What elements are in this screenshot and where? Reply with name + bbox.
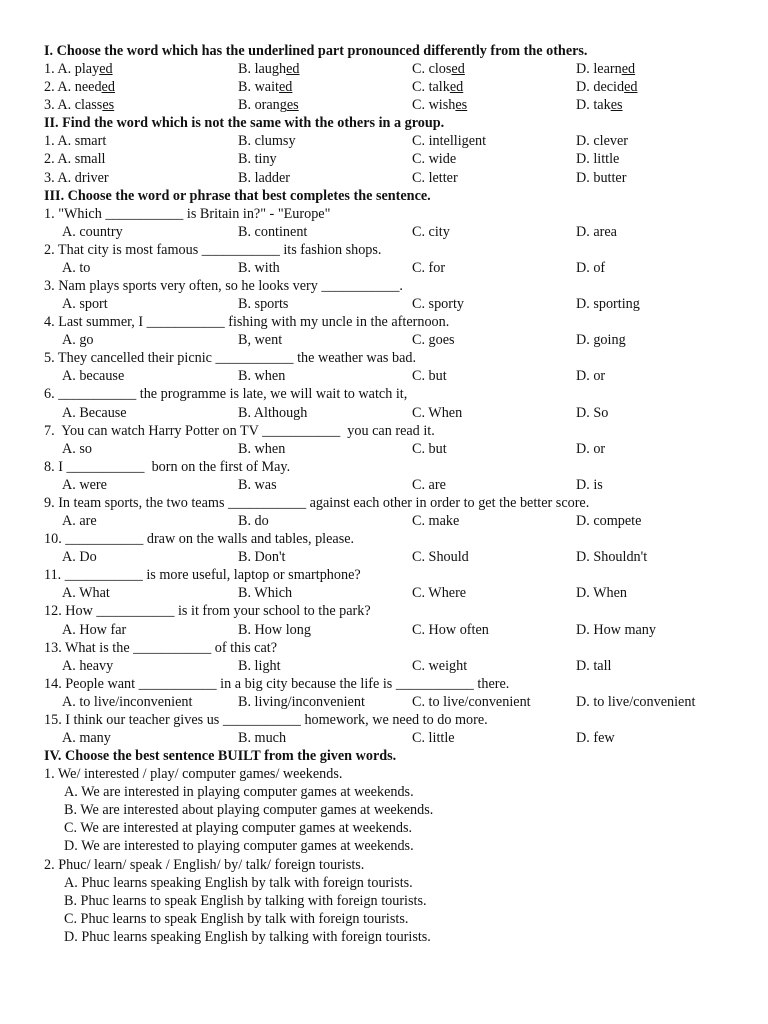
answer-option: C. little: [412, 729, 455, 746]
answer-option: [412, 150, 576, 168]
answer-row: [44, 367, 734, 385]
answer-option: A. Because: [62, 404, 127, 421]
answer-option: C. sporty: [412, 296, 465, 313]
section-4-heading: IV. Choose the best sentence BUILT from the given words.: [44, 748, 397, 765]
question-text: [44, 675, 734, 693]
answer-option: D. When: [576, 585, 627, 602]
answer-option: A. many: [62, 729, 111, 746]
answer-option: A. country: [62, 223, 123, 240]
option-letter: B.: [238, 169, 252, 186]
underlined-part: ed: [286, 61, 300, 78]
question-sentence: 14. People want ___________ in a big city because the life is ___________ there.: [44, 675, 510, 692]
option-letter: C.: [412, 97, 426, 114]
option-letter: D.: [576, 169, 590, 186]
answer-option: A. heavy: [62, 657, 114, 674]
question-text: [44, 602, 734, 620]
answer-option: A. to live/inconvenient: [62, 693, 193, 710]
question-text: [44, 711, 734, 729]
question-sentence: 3. Nam plays sports very often, so he looks very ___________.: [44, 278, 403, 295]
underlined-part: ed: [624, 79, 638, 96]
question-row: [44, 150, 734, 168]
option-word: intelligent: [428, 133, 487, 150]
underlined-part: ed: [101, 79, 115, 96]
question-sentence: 5. They cancelled their picnic ___________ the weather was bad.: [44, 350, 417, 367]
answer-option: [412, 60, 576, 78]
underlined-part: ed: [451, 61, 465, 78]
answer-option: [412, 78, 576, 96]
sentence-option: A. We are interested in playing computer games at weekends.: [64, 784, 414, 801]
option-letter: C.: [412, 79, 426, 96]
answer-option: A. How far: [62, 621, 127, 638]
answer-option: D. area: [576, 223, 617, 240]
answer-option: C. for: [412, 259, 446, 276]
underlined-part: ed: [99, 61, 113, 78]
option-letter: B.: [238, 133, 252, 150]
answer-option: [576, 132, 736, 150]
answer-option: C. but: [412, 368, 447, 385]
answer-option: D. So: [576, 404, 609, 421]
answer-option: C. are: [412, 476, 446, 493]
answer-option: D. few: [576, 729, 615, 746]
word-stem: need: [74, 79, 102, 96]
answer-option: [576, 60, 736, 78]
question-text: [44, 349, 734, 367]
answer-option: D. How many: [576, 621, 656, 638]
section-1-heading: I. Choose the word which has the underlined part pronounced differently from the others.: [44, 43, 588, 59]
option-letter: B.: [238, 97, 252, 114]
question-row: [44, 78, 734, 96]
answer-option: D. or: [576, 368, 606, 385]
underlined-part: ed: [449, 79, 464, 96]
word-stem: class: [74, 97, 103, 114]
question-number: 3.: [44, 169, 55, 186]
answer-row: [44, 621, 734, 639]
question-row: [44, 60, 734, 78]
underlined-part: ed: [279, 79, 293, 96]
option-word: clever: [593, 133, 628, 150]
answer-option: A. are: [62, 513, 97, 530]
answer-option: A. were: [62, 476, 107, 493]
option-word: letter: [428, 169, 458, 186]
question-number: 2.: [44, 151, 55, 168]
underlined-part: es: [610, 97, 623, 114]
sentence-option: C. We are interested at playing computer games at weekends.: [64, 820, 413, 837]
answer-option: C. goes: [412, 332, 455, 349]
word-stem: laugh: [254, 61, 287, 78]
section-2-rows: [44, 132, 734, 186]
question-number: 1.: [44, 61, 55, 78]
answer-option: [238, 96, 412, 114]
option-letter: C.: [412, 61, 426, 78]
answer-option: [44, 96, 238, 114]
word-stem: talk: [428, 79, 450, 96]
option-letter: B.: [238, 61, 252, 78]
answer-option: D. going: [576, 332, 626, 349]
answer-option: C. Should: [412, 549, 469, 566]
answer-option: [238, 132, 412, 150]
word-stem: wait: [254, 79, 279, 96]
answer-option: B. Which: [238, 585, 293, 602]
section-1-rows: [44, 60, 734, 114]
sentence-option: A. Phuc learns speaking English by talk with foreign tourists.: [64, 874, 413, 891]
question-sentence: 15. I think our teacher gives us ___________ homework, we need to do more.: [44, 711, 488, 728]
answer-option: C. city: [412, 223, 450, 240]
answer-option: [576, 150, 736, 168]
answer-option: B. when: [238, 368, 286, 385]
worksheet: [44, 42, 734, 946]
answer-option: B. when: [238, 440, 286, 457]
section-3-heading: III. Choose the word or phrase that best completes the sentence.: [44, 187, 431, 204]
answer-option: B, went: [238, 332, 283, 349]
answer-row: [44, 657, 734, 675]
question-number: 1.: [44, 133, 55, 150]
answer-row: [44, 223, 734, 241]
answer-option: [44, 169, 238, 187]
question-sentence: 11. ___________ is more useful, laptop or smartphone?: [44, 567, 361, 584]
answer-option: [412, 132, 576, 150]
option-letter: D.: [576, 61, 590, 78]
option-word: tiny: [254, 151, 277, 168]
answer-row: [44, 729, 734, 747]
answer-row: [44, 548, 734, 566]
question-text: [44, 530, 734, 548]
answer-option: A. sport: [62, 296, 108, 313]
answer-option: D. to live/convenient: [576, 693, 696, 710]
answer-option: A. Do: [62, 549, 97, 566]
option-letter: B.: [238, 151, 252, 168]
underlined-part: ed: [621, 61, 636, 78]
answer-option: [44, 60, 238, 78]
question-sentence: 7. You can watch Harry Potter on TV ___________ you can read it.: [44, 422, 435, 439]
answer-option: A. so: [62, 440, 92, 457]
answer-option: [238, 60, 412, 78]
answer-option: B. How long: [238, 621, 311, 638]
answer-option: [412, 169, 576, 187]
answer-option: B. continent: [238, 223, 308, 240]
option-letter: A.: [57, 97, 72, 114]
question-sentence: 2. That city is most famous ___________ its fashion shops.: [44, 241, 382, 258]
word-stem: orang: [254, 97, 287, 114]
question-sentence: 13. What is the ___________ of this cat?: [44, 639, 278, 656]
answer-option: B. light: [238, 657, 281, 674]
question-number: 3.: [44, 97, 55, 114]
question-sentence: 9. In team sports, the two teams ___________ against each other in order to get the better score.: [44, 494, 590, 511]
answer-option: [238, 78, 412, 96]
answer-row: [44, 331, 734, 349]
answer-option: B. was: [238, 476, 277, 493]
answer-option: [238, 169, 412, 187]
cue-words: 2. Phuc/ learn/ speak / English/ by/ talk/ foreign tourists.: [44, 856, 365, 873]
sentence-option: C. Phuc learns to speak English by talk with foreign tourists.: [64, 910, 409, 927]
answer-option: D. compete: [576, 513, 642, 530]
question-text: [44, 639, 734, 657]
question-sentence: 1. "Which ___________ is Britain in?" - "Europe": [44, 205, 331, 222]
answer-option: C. Where: [412, 585, 467, 602]
word-stem: learn: [593, 61, 622, 78]
answer-row: [44, 476, 734, 494]
option-word: little: [593, 151, 620, 168]
question-text: [44, 566, 734, 584]
option-letter: D.: [576, 133, 590, 150]
option-word: driver: [74, 169, 109, 186]
word-stem: play: [74, 61, 100, 78]
option-letter: C.: [412, 151, 426, 168]
answer-option: C. to live/convenient: [412, 693, 531, 710]
answer-option: B. sports: [238, 296, 289, 313]
question-row: [44, 96, 734, 114]
option-word: smart: [74, 133, 107, 150]
option-word: small: [74, 151, 106, 168]
word-stem: wish: [428, 97, 456, 114]
question-row: [44, 132, 734, 150]
question-text: [44, 313, 734, 331]
answer-option: B. much: [238, 729, 287, 746]
answer-option: [44, 150, 238, 168]
option-word: wide: [428, 151, 457, 168]
option-word: ladder: [254, 169, 291, 186]
answer-option: [576, 169, 736, 187]
answer-option: B. Don't: [238, 549, 286, 566]
question-sentence: 10. ___________ draw on the walls and tables, please.: [44, 531, 355, 548]
option-letter: A.: [57, 79, 72, 96]
underlined-part: es: [102, 97, 115, 114]
answer-option: B. Although: [238, 404, 308, 421]
word-stem: tak: [593, 97, 611, 114]
option-letter: D.: [576, 151, 590, 168]
answer-option: D. tall: [576, 657, 612, 674]
sentence-option: B. We are interested about playing computer games at weekends.: [64, 802, 434, 819]
option-letter: A.: [57, 133, 72, 150]
section-4-items: [44, 765, 734, 946]
question-sentence: 8. I ___________ born on the first of May.: [44, 458, 291, 475]
answer-option: C. When: [412, 404, 463, 421]
sentence-option: B. Phuc learns to speak English by talking with foreign tourists.: [64, 892, 427, 909]
answer-option: A. What: [62, 585, 110, 602]
option-letter: C.: [412, 133, 426, 150]
option-letter: C.: [412, 169, 426, 186]
option-letter: A.: [57, 169, 72, 186]
answer-option: C. weight: [412, 657, 468, 674]
answer-row: [44, 512, 734, 530]
answer-option: B. living/inconvenient: [238, 693, 365, 710]
answer-option: C. make: [412, 513, 460, 530]
question-text: [44, 277, 734, 295]
question-sentence: 4. Last summer, I ___________ fishing with my uncle in the afternoon.: [44, 314, 450, 331]
answer-option: [576, 96, 736, 114]
answer-option: C. How often: [412, 621, 489, 638]
answer-option: B. do: [238, 513, 269, 530]
answer-row: [44, 259, 734, 277]
question-sentence: 12. How ___________ is it from your school to the park?: [44, 603, 371, 620]
answer-row: [44, 584, 734, 602]
underlined-part: es: [286, 97, 299, 114]
answer-option: D. or: [576, 440, 606, 457]
answer-option: D. sporting: [576, 296, 640, 313]
question-text: [44, 458, 734, 476]
question-sentence: 6. ___________ the programme is late, we will wait to watch it,: [44, 386, 408, 403]
word-stem: decid: [593, 79, 625, 96]
answer-row: [44, 295, 734, 313]
answer-option: [44, 132, 238, 150]
answer-option: A. go: [62, 332, 94, 349]
answer-option: D. Shouldn't: [576, 549, 648, 566]
answer-option: A. because: [62, 368, 125, 385]
section-3-questions: [44, 205, 734, 747]
question-number: 2.: [44, 79, 55, 96]
sentence-option: D. Phuc learns speaking English by talking with foreign tourists.: [64, 928, 431, 945]
question-text: [44, 385, 734, 403]
question-text: [44, 241, 734, 259]
underlined-part: es: [455, 97, 468, 114]
question-text: [44, 422, 734, 440]
option-letter: D.: [576, 97, 590, 114]
answer-option: D. is: [576, 476, 603, 493]
answer-option: D. of: [576, 259, 606, 276]
option-word: clumsy: [254, 133, 296, 150]
question-text: [44, 205, 734, 223]
answer-option: B. with: [238, 259, 280, 276]
answer-option: [44, 78, 238, 96]
option-letter: D.: [576, 79, 590, 96]
answer-option: C. but: [412, 440, 447, 457]
answer-row: [44, 440, 734, 458]
section-2-heading: II. Find the word which is not the same with the others in a group.: [44, 115, 445, 132]
answer-row: [44, 693, 734, 711]
answer-option: [238, 150, 412, 168]
option-letter: A.: [57, 151, 72, 168]
option-word: butter: [593, 169, 627, 186]
option-letter: A.: [57, 61, 72, 78]
sentence-option: D. We are interested to playing computer games at weekends.: [64, 838, 414, 855]
answer-option: [412, 96, 576, 114]
option-letter: B.: [238, 79, 252, 96]
answer-option: [576, 78, 736, 96]
question-row: [44, 169, 734, 187]
answer-option: A. to: [62, 259, 91, 276]
cue-words: 1. We/ interested / play/ computer games/ weekends.: [44, 766, 343, 783]
answer-row: [44, 404, 734, 422]
question-text: [44, 494, 734, 512]
word-stem: clos: [428, 61, 452, 78]
